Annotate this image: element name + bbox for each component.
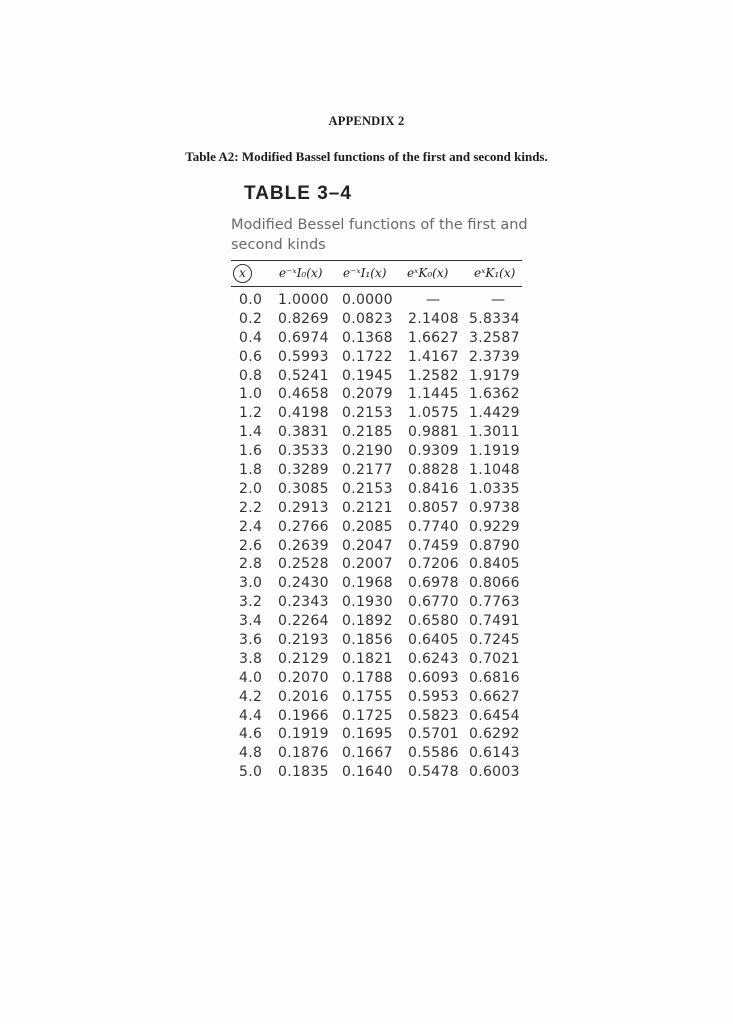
table-cell: 0.4658 [278,386,329,403]
table-cell: 0.1876 [278,745,329,762]
table-cell: 0.6580 [408,613,459,630]
table-row [231,651,531,670]
table-cell: 2.8 [239,556,263,573]
table-cell: 2.4 [239,518,263,535]
table-cell: 0.7763 [469,594,520,611]
table-cell: 3.8 [239,650,263,667]
table-row [231,500,531,519]
table-header-row [231,264,531,284]
table-cell: 3.6 [239,632,263,649]
table-cell: 0.6405 [408,632,459,649]
table-row [231,745,531,764]
table-cell: 1.0335 [469,480,520,497]
table-cell: 0.7206 [408,556,459,573]
table-cell: 0.4198 [278,405,329,422]
table-cell: 0.2070 [278,669,329,686]
table-cell: 0.3831 [278,424,329,441]
table-cell: 0.1892 [342,613,393,630]
table-cell: 0.5701 [408,726,459,743]
table-cell: 0.2177 [342,462,393,479]
table-cell: 0.5241 [278,367,329,384]
table-row [231,519,531,538]
table-title: Modified Bessel functions of the first and second kinds [231,217,528,253]
header-e-x-k1: eˣK₁(x) [474,266,516,280]
table-body [231,292,531,783]
table-cell: 0.0000 [342,292,393,308]
header-e-neg-x-i1: e⁻ˣI₁(x) [343,266,387,280]
table-cell: 0.1930 [342,594,393,611]
table-cell: 0.7245 [469,632,520,649]
table-cell: 1.1919 [469,443,520,460]
table-cell: 0.1725 [342,707,393,724]
table-cell: 0.2913 [278,499,329,516]
table-row [231,349,531,368]
table-cell: 1.4 [239,424,263,441]
table-row [231,764,531,783]
table-cell: 1.4167 [408,348,459,365]
table-cell: 4.2 [239,688,263,705]
table-cell: 0.5953 [408,688,459,705]
header-e-neg-x-i0: e⁻ˣI₀(x) [279,266,323,280]
table-cell: 0.3085 [278,480,329,497]
table-cell: 4.6 [239,726,263,743]
header-x: x [233,264,252,283]
table-cell: 0.6292 [469,726,520,743]
table-top-rule [231,260,522,261]
table-cell: 0.9881 [408,424,459,441]
table-cell: 1.9179 [469,367,520,384]
table-cell: 0.6978 [408,575,459,592]
table-cell: 0.7491 [469,613,520,630]
table-cell: 5.0 [239,764,263,781]
table-cell: 0.8 [239,367,263,384]
table-cell: 0.8405 [469,556,520,573]
table-cell: 0.5823 [408,707,459,724]
table-row [231,405,531,424]
table-cell: 0.2190 [342,443,393,460]
table-cell: — [426,292,441,308]
table-cell: 0.2430 [278,575,329,592]
table-row [231,311,531,330]
appendix-heading: APPENDIX 2 [328,114,405,128]
table-cell: 0.2121 [342,499,393,516]
table-cell: 0.1919 [278,726,329,743]
table-row [231,726,531,745]
table-cell: 1.6627 [408,329,459,346]
table-cell: 0.6243 [408,650,459,667]
table-cell: 0.2766 [278,518,329,535]
table-cell: 0.6003 [469,764,520,781]
table-cell: 0.3533 [278,443,329,460]
table-caption: Table A2: Modified Bassel functions of the first and second kinds. [185,149,548,164]
table-row [231,292,531,311]
table-cell: 3.4 [239,613,263,630]
table-cell: 4.4 [239,707,263,724]
table-cell: 0.8057 [408,499,459,516]
table-cell: 0.7459 [408,537,459,554]
table-cell: 0.9229 [469,518,520,535]
table-cell: 0.2047 [342,537,393,554]
table-cell: 0.2343 [278,594,329,611]
table-cell: 3.2587 [469,329,520,346]
table-cell: 1.8 [239,462,263,479]
table-cell: 0.1835 [278,764,329,781]
table-cell: 2.3739 [469,348,520,365]
table-row [231,689,531,708]
table-cell: 0.8066 [469,575,520,592]
table-cell: 0.2185 [342,424,393,441]
table-cell: 1.2 [239,405,263,422]
table-cell: 0.2007 [342,556,393,573]
table-cell: 0.2016 [278,688,329,705]
table-cell: 0.2528 [278,556,329,573]
table-cell: 0.8828 [408,462,459,479]
table-row [231,330,531,349]
table-cell: 0.6770 [408,594,459,611]
table-cell: 0.6816 [469,669,520,686]
table-header-rule [231,286,522,287]
table-cell: 1.6362 [469,386,520,403]
table-cell: 0.5993 [278,348,329,365]
table-cell: 0.5478 [408,764,459,781]
table-cell: 0.1640 [342,764,393,781]
table-cell: 0.1945 [342,367,393,384]
table-cell: 0.2085 [342,518,393,535]
table-row [231,424,531,443]
table-cell: 0.2153 [342,405,393,422]
table-cell: 0.6627 [469,688,520,705]
table-cell: 2.2 [239,499,263,516]
table-number: TABLE 3–4 [244,183,352,204]
table-cell: 1.1445 [408,386,459,403]
table-row [231,575,531,594]
table-cell: 5.8334 [469,310,520,327]
table-cell: 0.3289 [278,462,329,479]
table-cell: 2.0 [239,480,263,497]
table-cell: 2.6 [239,537,263,554]
table-cell: 0.1722 [342,348,393,365]
table-row [231,462,531,481]
table-row [231,632,531,651]
table-cell: 2.1408 [408,310,459,327]
table-cell: 0.1695 [342,726,393,743]
table-cell: 4.8 [239,745,263,762]
table-cell: 0.5586 [408,745,459,762]
table-row [231,481,531,500]
table-cell: 0.1755 [342,688,393,705]
table-cell: 0.1368 [342,329,393,346]
table-cell: — [491,292,506,308]
table-row [231,538,531,557]
table-cell: 3.0 [239,575,263,592]
table-row [231,443,531,462]
header-e-x-k0: eˣK₀(x) [407,266,449,280]
table-cell: 0.8269 [278,310,329,327]
table-cell: 0.2639 [278,537,329,554]
table-cell: 4.0 [239,669,263,686]
table-cell: 0.8416 [408,480,459,497]
table-cell: 0.6 [239,348,263,365]
table-cell: 0.8790 [469,537,520,554]
table-cell: 0.6143 [469,745,520,762]
table-cell: 1.6 [239,443,263,460]
table-cell: 0.2129 [278,650,329,667]
table-cell: 0.1968 [342,575,393,592]
table-cell: 0.6093 [408,669,459,686]
table-row [231,708,531,727]
table-cell: 0.2264 [278,613,329,630]
table-row [231,556,531,575]
table-cell: 0.2153 [342,480,393,497]
table-cell: 0.6974 [278,329,329,346]
table-cell: 0.1788 [342,669,393,686]
table-row [231,386,531,405]
table-cell: 0.1667 [342,745,393,762]
table-row [231,368,531,387]
table-cell: 0.2 [239,310,263,327]
table-cell: 1.0000 [278,292,329,308]
table-cell: 1.3011 [469,424,520,441]
table-cell: 1.0575 [408,405,459,422]
table-cell: 0.9738 [469,499,520,516]
table-cell: 0.2079 [342,386,393,403]
table-cell: 0.7740 [408,518,459,535]
table-cell: 1.0 [239,386,263,403]
table-cell: 1.4429 [469,405,520,422]
table-row [231,670,531,689]
table-cell: 1.2582 [408,367,459,384]
table-cell: 0.1821 [342,650,393,667]
table-cell: 0.4 [239,329,263,346]
table-cell: 0.0 [239,292,263,308]
table-cell: 0.0823 [342,310,393,327]
table-row [231,594,531,613]
table-cell: 0.7021 [469,650,520,667]
table-cell: 3.2 [239,594,263,611]
table-cell: 0.1966 [278,707,329,724]
table-row [231,613,531,632]
table-cell: 0.9309 [408,443,459,460]
table-cell: 1.1048 [469,462,520,479]
table-cell: 0.6454 [469,707,520,724]
table-cell: 0.1856 [342,632,393,649]
table-cell: 0.2193 [278,632,329,649]
